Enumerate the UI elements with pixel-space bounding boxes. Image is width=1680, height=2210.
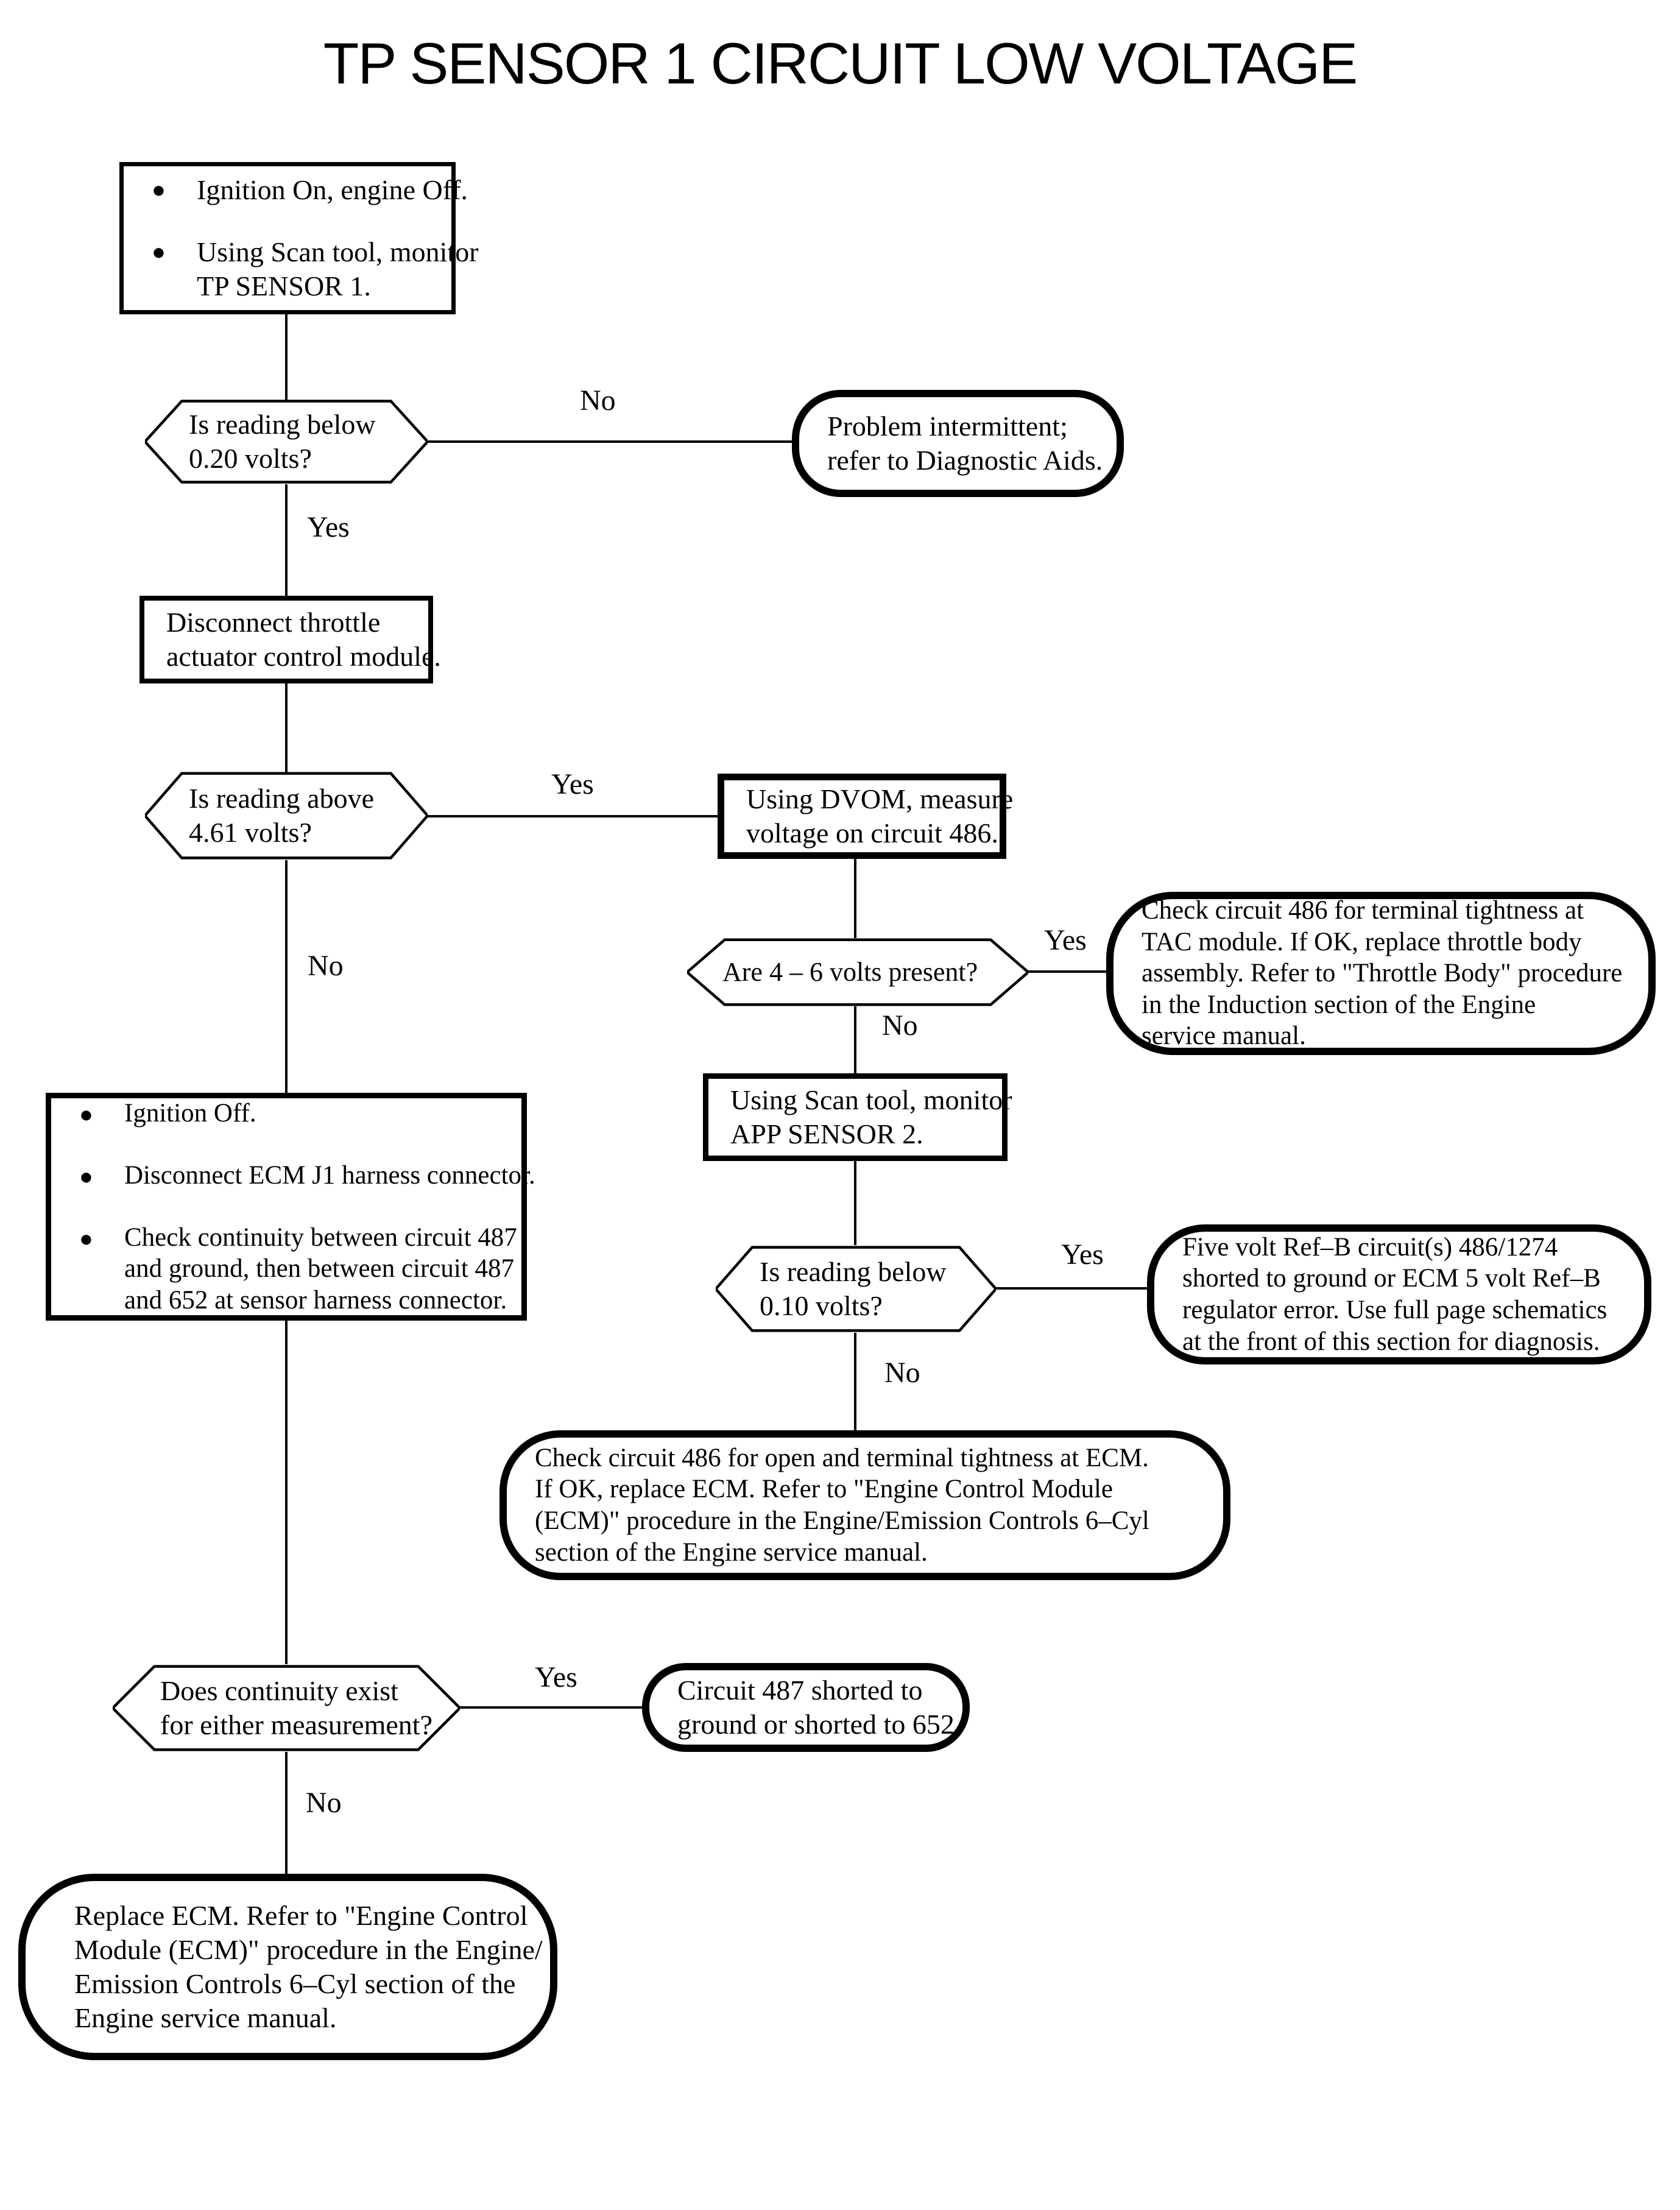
text-line: Disconnect ECM J1 harness connector. [124, 1160, 535, 1190]
text-line: Using DVOM, measure [746, 783, 1014, 814]
text-line: Is reading above [189, 782, 374, 814]
edge-label-no: No [306, 1787, 342, 1819]
text-line: at the front of this section for diagnosis. [1182, 1327, 1600, 1356]
text-line: Ignition On, engine Off. [197, 174, 468, 205]
text-line: ground or shorted to 652. [677, 1709, 962, 1740]
terminal-check-486-tac [1106, 892, 1656, 1055]
text-line: service manual. [1142, 1022, 1306, 1051]
list-item [148, 173, 468, 207]
edge-label-yes: Yes [1061, 1238, 1104, 1271]
decision-reading-below-020 [145, 399, 428, 484]
text-line: Check continuity between circuit 487 [124, 1223, 517, 1252]
text-line: shorted to ground or ECM 5 volt Ref–B [1182, 1264, 1601, 1293]
page-title: TP SENSOR 1 CIRCUIT LOW VOLTAGE [323, 31, 1357, 96]
text-line: Check circuit 486 for open and terminal tightness at ECM. [535, 1443, 1149, 1472]
start-action-box [119, 162, 479, 314]
edge-label-yes: Yes [551, 768, 594, 800]
terminal-check-486-ecm [499, 1430, 1230, 1580]
process-check-continuity [46, 1093, 535, 1321]
terminal-487-shorted [642, 1663, 970, 1752]
text-line: in the Induction section of the Engine [1142, 990, 1536, 1019]
text-line: for either measurement? [160, 1709, 432, 1740]
text-line: TAC module. If OK, replace throttle body [1142, 927, 1582, 956]
bullet-icon: ● [79, 1101, 93, 1128]
text-line: 0.10 volts? [760, 1290, 883, 1321]
text-line: Check circuit 486 for terminal tightness at [1142, 896, 1584, 925]
decision-reading-above-461 [145, 771, 428, 860]
text-line: refer to Diagnostic Aids. [827, 445, 1103, 476]
edge-label-yes: Yes [535, 1661, 577, 1693]
text-line: Engine service manual. [74, 2002, 337, 2034]
decision-4-6-volts-present [687, 938, 1028, 1006]
text-line: Does continuity exist [160, 1675, 398, 1706]
edge-label-yes: Yes [1044, 924, 1087, 956]
list-item [76, 1098, 512, 1132]
edge-label-no: No [580, 384, 616, 417]
text-line: TP SENSOR 1. [197, 270, 371, 302]
list-item [76, 1222, 517, 1316]
bullet-icon: ● [152, 239, 166, 265]
text-line: Ignition Off. [124, 1098, 256, 1128]
text-line: (ECM)" procedure in the Engine/Emission Controls 6–Cyl [535, 1506, 1149, 1535]
process-dvom-measure-486 [718, 774, 1014, 859]
list-item [76, 1160, 535, 1194]
terminal-problem-intermittent [792, 390, 1124, 497]
text-line: assembly. Refer to "Throttle Body" procedure [1142, 959, 1623, 988]
list-item [148, 235, 479, 303]
edge-label-no: No [884, 1357, 920, 1389]
text-line: Using Scan tool, monitor [197, 236, 479, 267]
text-line: Emission Controls 6–Cyl section of the [74, 1968, 516, 1999]
text-line: 0.20 volts? [189, 443, 312, 474]
bullet-icon: ● [79, 1163, 93, 1190]
text-line: APP SENSOR 2. [730, 1118, 923, 1149]
decision-reading-below-010 [716, 1245, 996, 1333]
edge-label-no: No [882, 1009, 918, 1042]
edge-label-yes: Yes [307, 511, 350, 543]
text-line: Are 4 – 6 volts present? [722, 957, 978, 987]
text-line: Disconnect throttle [166, 606, 381, 638]
text-line: If OK, replace ECM. Refer to "Engine Control Module [535, 1475, 1113, 1504]
text-line: Circuit 487 shorted to [677, 1674, 923, 1706]
text-line: Problem intermittent; [827, 410, 1068, 442]
text-line: Is reading below [189, 408, 376, 440]
terminal-replace-ecm [18, 1874, 557, 2060]
text-line: section of the Engine service manual. [535, 1537, 928, 1567]
text-line: regulator error. Use full page schematics [1182, 1296, 1608, 1324]
text-line: Is reading below [760, 1255, 947, 1287]
text-line: and 652 at sensor harness connector. [124, 1285, 507, 1315]
text-line: and ground, then between circuit 487 [124, 1254, 515, 1283]
text-line: Module (ECM)" procedure in the Engine/ [74, 1933, 543, 1965]
text-line: voltage on circuit 486. [746, 817, 998, 849]
process-monitor-app-sensor-2 [703, 1073, 1012, 1161]
text-line: Using Scan tool, monitor [730, 1084, 1012, 1115]
terminal-five-volt-ref-b [1147, 1224, 1651, 1364]
text-line: 4.61 volts? [189, 817, 312, 848]
bullet-icon: ● [79, 1226, 93, 1252]
process-disconnect-tac-module [139, 596, 441, 683]
decision-continuity-exists [113, 1664, 460, 1752]
text-line: Five volt Ref–B circuit(s) 486/1274 [1182, 1232, 1558, 1262]
edge-label-no: No [308, 950, 344, 982]
bullet-icon: ● [152, 177, 166, 203]
text-line: Replace ECM. Refer to "Engine Control [74, 1899, 528, 1931]
text-line: actuator control module. [166, 641, 441, 672]
